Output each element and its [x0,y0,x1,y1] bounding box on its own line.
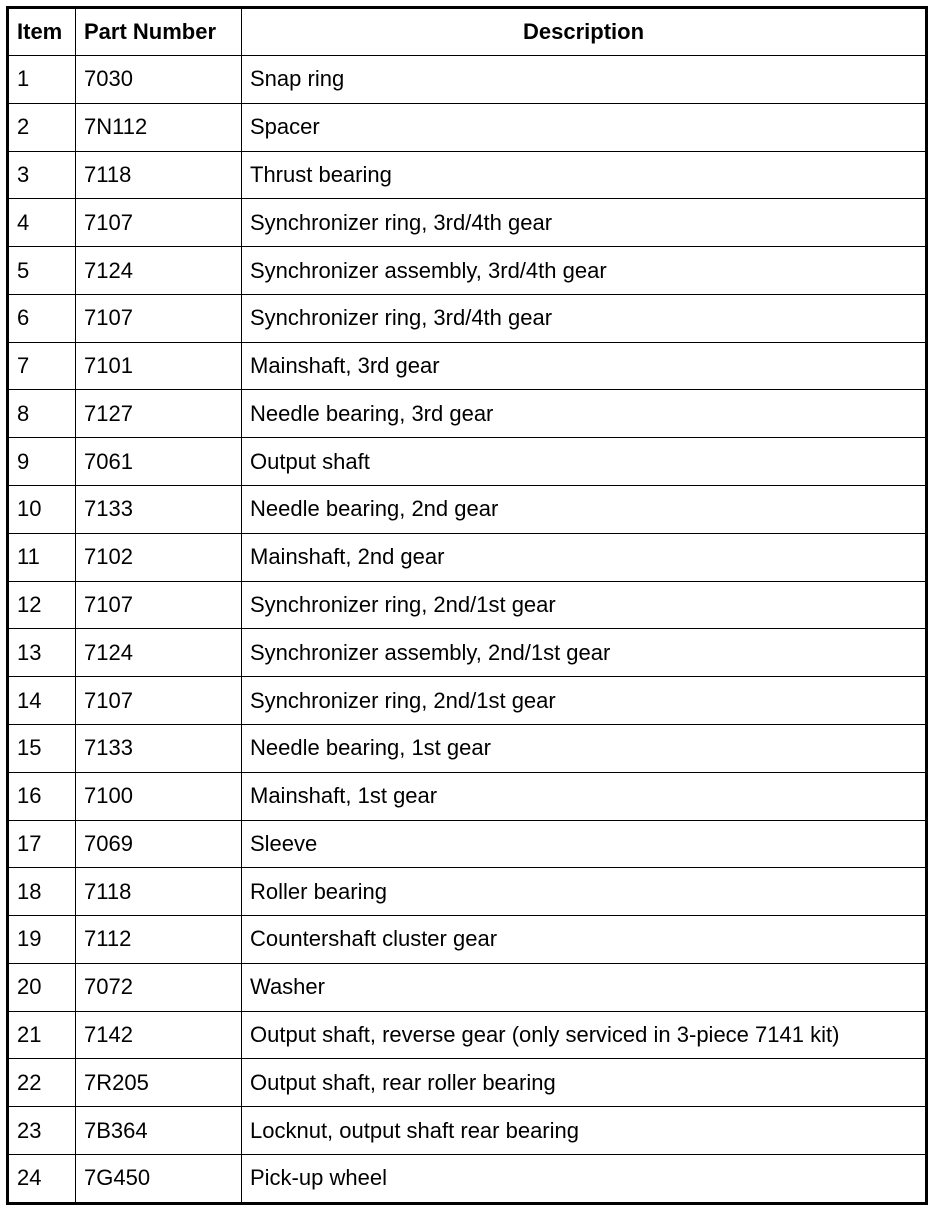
cell-description: Sleeve [242,820,927,868]
table-row [8,1011,927,1059]
table-row [8,247,927,295]
cell-part-number: 7127 [76,390,242,438]
table-row [8,151,927,199]
cell-item: 12 [8,581,76,629]
header-description: Description [242,8,927,56]
table-row [8,581,927,629]
cell-item: 6 [8,294,76,342]
cell-item: 15 [8,724,76,772]
cell-item: 5 [8,247,76,295]
table-row [8,486,927,534]
cell-description: Mainshaft, 2nd gear [242,533,927,581]
cell-description: Synchronizer ring, 2nd/1st gear [242,581,927,629]
cell-item: 19 [8,916,76,964]
table-header [8,8,927,56]
cell-part-number: 7061 [76,438,242,486]
cell-part-number: 7072 [76,963,242,1011]
cell-part-number: 7100 [76,772,242,820]
cell-description: Output shaft, reverse gear (only serviced in 3-piece 7141 kit) [242,1011,927,1059]
parts-table [6,6,928,1205]
cell-item: 18 [8,868,76,916]
cell-part-number: 7124 [76,247,242,295]
table-row [8,677,927,725]
cell-description: Synchronizer assembly, 3rd/4th gear [242,247,927,295]
cell-description: Mainshaft, 1st gear [242,772,927,820]
cell-part-number: 7G450 [76,1154,242,1203]
table-row [8,1107,927,1155]
cell-item: 11 [8,533,76,581]
cell-part-number: 7107 [76,677,242,725]
table-row [8,868,927,916]
cell-part-number: 7B364 [76,1107,242,1155]
cell-part-number: 7118 [76,151,242,199]
cell-part-number: 7101 [76,342,242,390]
cell-part-number: 7133 [76,486,242,534]
cell-item: 14 [8,677,76,725]
cell-item: 8 [8,390,76,438]
cell-part-number: 7107 [76,199,242,247]
cell-part-number: 7112 [76,916,242,964]
cell-item: 1 [8,56,76,104]
cell-part-number: 7N112 [76,103,242,151]
cell-part-number: 7107 [76,294,242,342]
cell-description: Washer [242,963,927,1011]
cell-item: 13 [8,629,76,677]
cell-description: Pick-up wheel [242,1154,927,1203]
cell-part-number: 7107 [76,581,242,629]
cell-item: 4 [8,199,76,247]
cell-description: Synchronizer ring, 3rd/4th gear [242,294,927,342]
cell-description: Thrust bearing [242,151,927,199]
cell-part-number: 7142 [76,1011,242,1059]
cell-description: Needle bearing, 3rd gear [242,390,927,438]
cell-part-number: 7124 [76,629,242,677]
header-item: Item [8,8,76,56]
table-body [8,56,927,1204]
table-row [8,724,927,772]
table-row [8,820,927,868]
table-row [8,1154,927,1203]
table-row [8,963,927,1011]
cell-description: Output shaft, rear roller bearing [242,1059,927,1107]
table-row [8,533,927,581]
table-row [8,294,927,342]
cell-description: Output shaft [242,438,927,486]
cell-description: Snap ring [242,56,927,104]
cell-item: 10 [8,486,76,534]
cell-description: Locknut, output shaft rear bearing [242,1107,927,1155]
table-row [8,199,927,247]
table-row [8,103,927,151]
cell-item: 16 [8,772,76,820]
table-row [8,342,927,390]
cell-item: 17 [8,820,76,868]
table-row [8,390,927,438]
cell-part-number: 7133 [76,724,242,772]
cell-part-number: 7R205 [76,1059,242,1107]
cell-description: Roller bearing [242,868,927,916]
header-part-number: Part Number [76,8,242,56]
cell-description: Synchronizer ring, 3rd/4th gear [242,199,927,247]
table-row [8,629,927,677]
cell-item: 3 [8,151,76,199]
table-row [8,1059,927,1107]
cell-item: 24 [8,1154,76,1203]
cell-part-number: 7118 [76,868,242,916]
cell-part-number: 7069 [76,820,242,868]
cell-item: 22 [8,1059,76,1107]
header-row [8,8,927,56]
cell-description: Synchronizer ring, 2nd/1st gear [242,677,927,725]
cell-item: 20 [8,963,76,1011]
cell-part-number: 7102 [76,533,242,581]
table-row [8,916,927,964]
table-row [8,772,927,820]
cell-description: Mainshaft, 3rd gear [242,342,927,390]
cell-item: 21 [8,1011,76,1059]
cell-description: Needle bearing, 1st gear [242,724,927,772]
cell-item: 9 [8,438,76,486]
cell-item: 23 [8,1107,76,1155]
table-row [8,438,927,486]
cell-part-number: 7030 [76,56,242,104]
cell-item: 7 [8,342,76,390]
cell-description: Spacer [242,103,927,151]
cell-item: 2 [8,103,76,151]
cell-description: Synchronizer assembly, 2nd/1st gear [242,629,927,677]
cell-description: Countershaft cluster gear [242,916,927,964]
cell-description: Needle bearing, 2nd gear [242,486,927,534]
table-row [8,56,927,104]
